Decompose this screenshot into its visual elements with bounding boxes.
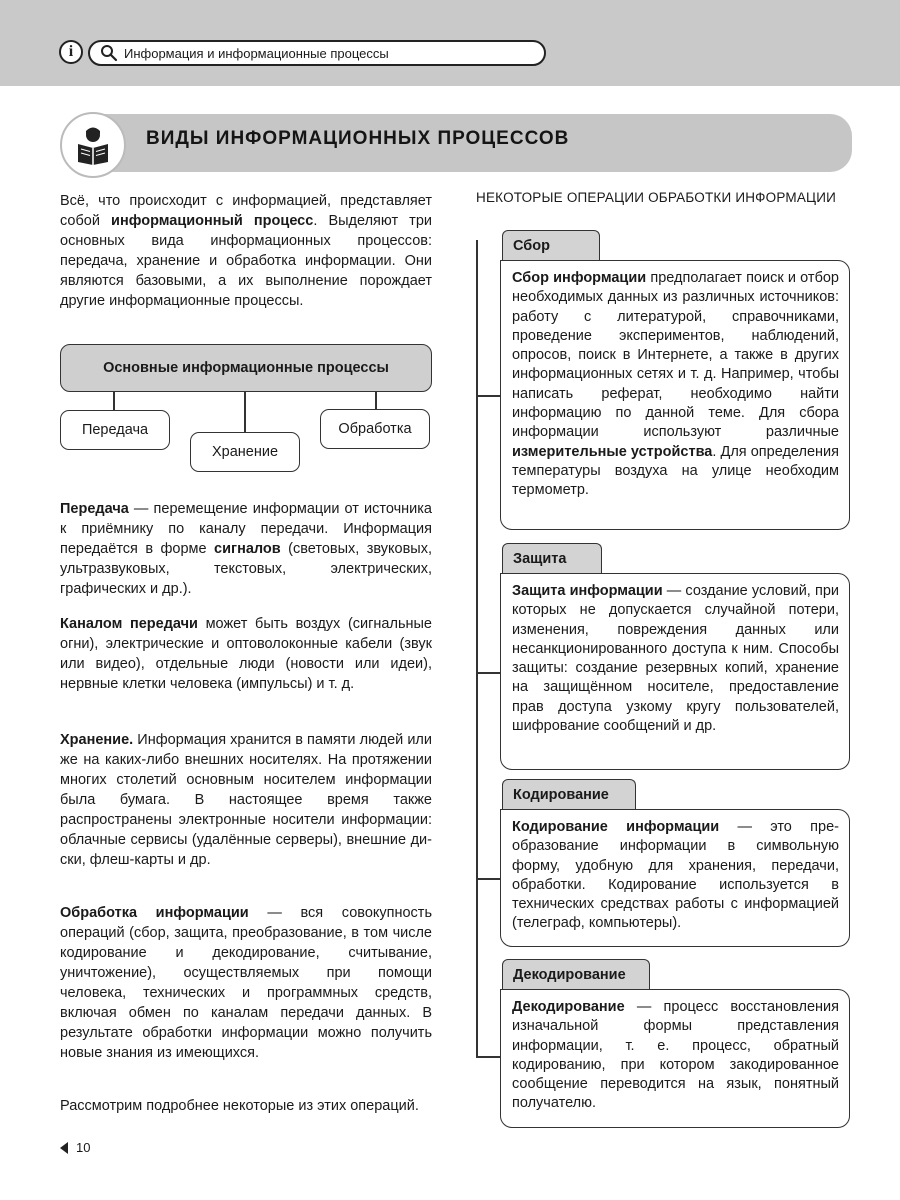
channel-text: может быть воздух (сигнальные огни), электрические и оптоволоконные кабели (звук или видео), отдельные люди (новости или идеи), нервные клетки человека (импульсы) и т. д.: [60, 616, 432, 692]
prev-page-icon[interactable]: [60, 1142, 68, 1154]
info-icon[interactable]: i: [59, 40, 83, 64]
storage-text: Информация хранится в памяти людей или же на каких-либо внешних носителях. На протяжении многих столетий основным носителем информации была бумага. В настоящее время также распространены электронные носители информации: облачные сервисы (удалённые серверы), внешние диски, флеш-карты и др.: [60, 732, 432, 868]
intro-text-1: Всё, что происходит с информацией, представляет собой: [60, 193, 432, 229]
storage-term: Хранение.: [60, 732, 134, 748]
breadcrumb: Информация и информационные процессы: [124, 45, 389, 61]
closing-paragraph: Рассмотрим подробнее некоторые из этих операций.: [60, 1098, 419, 1114]
measuring-devices-term: измерительные устройства: [512, 443, 713, 460]
collect-term: Сбор информации: [512, 270, 647, 286]
rail-connector: [476, 878, 500, 880]
diagram-connector: [375, 392, 377, 409]
search-icon: [98, 42, 120, 64]
card-protect: [500, 573, 850, 770]
protect-text: — создание условий, при которых не допускается случайной потери, изменения, повреждения данных или несанкционированного доступа к ним. Способы защиты: создание резервных копий, хранение на защищённом носителе, предоставление прав доступа узкому кругу пользователей, шифрование сообщений и др.: [512, 583, 839, 735]
collect-text-2: . Для определения температуры воздуха на улице необходим термометр.: [512, 443, 839, 499]
processing-text: — вся совокупность операций (сбор, защита, преобразование, в том числе кодирование и декодирование, считывание, уничтожение), осуществляемых при помощи человека, технических и программных средств, включая обмен по каналам передачи данных. В результате обработки информации можно получить новые знания из имеющихся.: [60, 905, 433, 1061]
diagram-node-storage: Хранение: [190, 432, 300, 472]
breadcrumb-bar[interactable]: [88, 40, 546, 66]
rail-connector: [476, 1056, 500, 1058]
channel-term: Каналом передачи: [60, 616, 198, 632]
tab-decode: Декодирование: [502, 959, 650, 989]
transfer-text-1: — перемещение информации от источника к приёмнику по каналу передачи. Информация передаётся в форме: [60, 501, 432, 557]
operations-rail: [476, 240, 478, 1057]
decode-term: Декодирование: [512, 999, 625, 1015]
page-number-label: 10: [76, 1140, 91, 1155]
signals-term: сигналов: [214, 541, 281, 557]
reader-icon: [60, 112, 126, 178]
collect-text-1: предполагает поиск и отбор необходимых данных из различных источников: работу с литературой, справочниками, проведение экспериментов, наблюдений, опросов, поиск в Интернете, а также в других информационных сетях и т. д. Например, чтобы написать реферат, необходимо найти информацию по данной теме. Для сбора информации используют различные: [512, 270, 839, 441]
diagram-connector: [244, 392, 246, 432]
decode-text: — процесс восстановления изначальной формы представления информации, т. е. процесс, обратный кодированию, при котором закодированное сообщение переводится на язык, понятный получателю.: [512, 999, 839, 1112]
card-encode: [500, 809, 850, 947]
processing-term: Обработка информации: [60, 905, 249, 921]
page-number: [60, 1140, 90, 1155]
diagram-connector: [113, 392, 115, 410]
tab-protect: Защита: [502, 543, 602, 573]
tab-collect: Сбор: [502, 230, 600, 260]
diagram-node-processing: Обработка: [320, 409, 430, 449]
diagram-main-node: Основные информационные процессы: [60, 344, 432, 392]
page-title: ВИДЫ ИНФОРМАЦИОННЫХ ПРОЦЕССОВ: [146, 128, 570, 149]
processing-paragraph: [60, 903, 432, 1063]
encode-text: — это преобразование информации в символьную форму, удобную для хранения, передачи, обработки. Кодирование используется в технических средствах работы с информацией (телеграф, компьютеры).: [512, 819, 839, 932]
card-decode: [500, 989, 850, 1128]
encode-term: Кодирование информации: [512, 819, 720, 835]
card-collect: [500, 260, 850, 530]
storage-paragraph: [60, 730, 432, 870]
intro-term: информационный процесс: [111, 213, 314, 229]
intro-paragraph: [60, 191, 432, 311]
rail-connector: [476, 672, 500, 674]
transfer-text-2: (световых, звуковых, ультразвуковых, текстовых, электрических, графических и др.).: [60, 541, 432, 597]
protect-term: Защита информации: [512, 583, 663, 599]
tab-encode: Кодирование: [502, 779, 636, 809]
operations-header: НЕКОТОРЫЕ ОПЕРАЦИИ ОБРАБОТКИ ИНФОРМАЦИИ: [476, 190, 837, 205]
transfer-term: Передача: [60, 501, 129, 517]
rail-connector: [476, 395, 500, 397]
channel-paragraph: [60, 614, 432, 694]
diagram-node-transfer: Передача: [60, 410, 170, 450]
intro-text-2: . Выделяют три основных вида информационных процессов: передача, хранение и обработка информации. Они являются базовыми, а их выполнение порождает другие информационные процессы.: [60, 213, 432, 309]
transfer-paragraph: [60, 499, 432, 599]
